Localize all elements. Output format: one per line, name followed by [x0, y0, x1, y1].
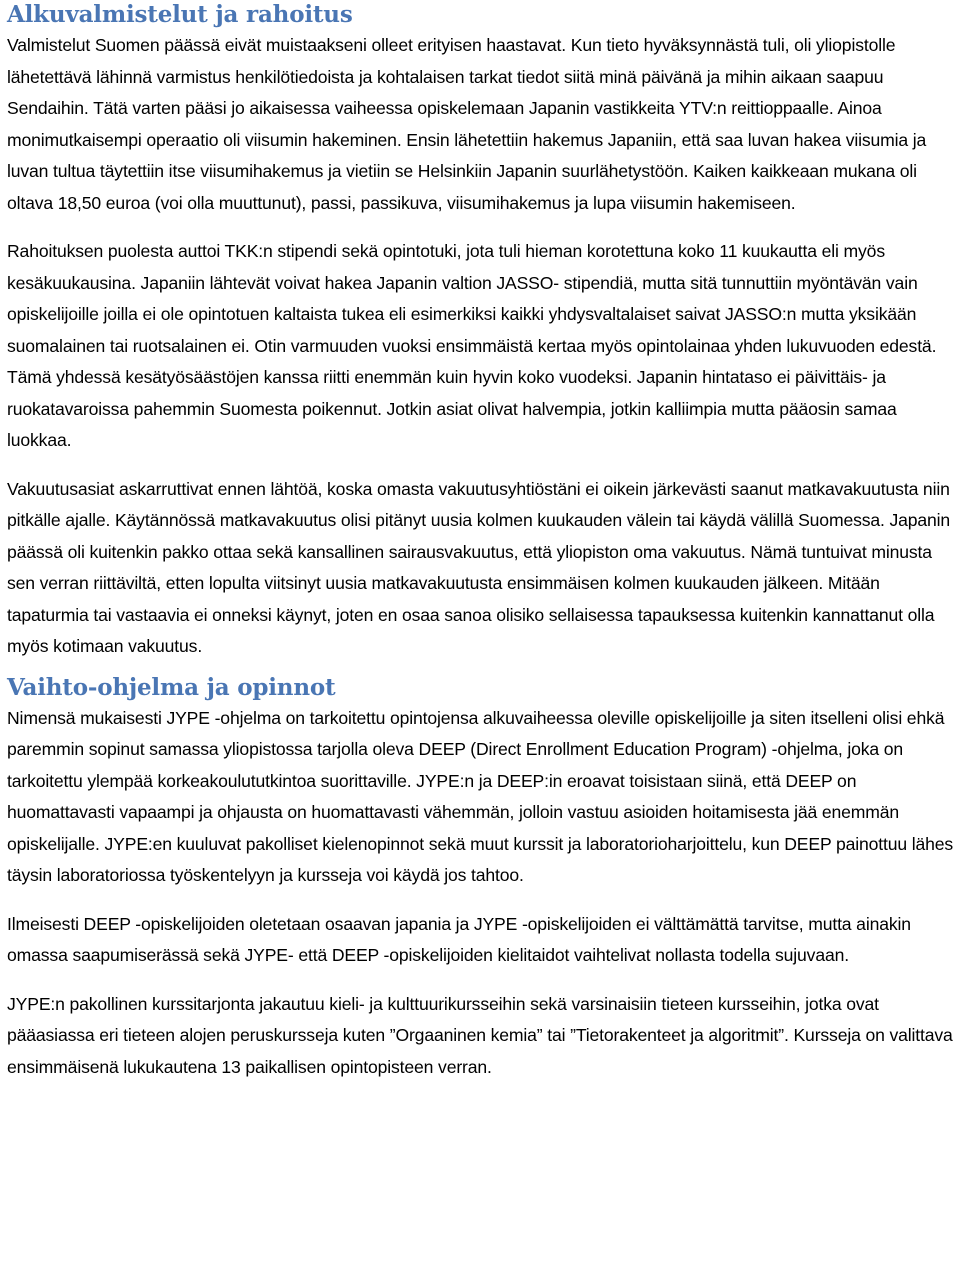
section-heading-exchange-program: Vaihto-ohjelma ja opinnot	[7, 673, 336, 701]
paragraph-funding: Rahoituksen puolesta auttoi TKK:n stipendi sekä opintotuki, jota tuli hieman korotettuna koko 11 kuukautta eli myös kesäkuukausina. Japaniin lähtevät voivat hakea Japanin valtion JASSO- stipendiä, mutta sitä tunnuttiin myöntävän vain opiskelijoille joilla ei ole opintotuen kaltaista tukea eli esimerkiksi kaikki yhdysvaltalaiset saivat JASSO:n mutta yksikään suomalainen tai ruotsalainen ei. Otin varmuuden vuoksi ensimmäistä kertaa myös opintolainaa yhden lukuvuoden edestä. Tämä yhdessä kesätyösäästöjen kanssa riitti enemmän kuin hyvin koko vuodeksi. Japanin hintataso ei päivittäis- ja ruokatavaroissa pahemmin Suomesta poikennut. Jotkin asiat olivat halvempia, jotkin kalliimpia mutta pääosin samaa luokkaa.	[7, 241, 937, 450]
paragraph-insurance: Vakuutusasiat askarruttivat ennen lähtöä, koska omasta vakuutusyhtiöstäni ei oikein järkevästi saanut matkavakuutusta niin pitkälle ajalle. Käytännössä matkavakuutus olisi pitänyt uusia kolmen kuukauden välein tai käydä välillä Suomessa. Japanin päässä oli kuitenkin pakko ottaa sekä kansallinen sairausvakuutus, että yliopiston oma vakuutus. Nämä tuntuivat minusta sen verran riittäviltä, etten lopulta viitsinyt uusia matkavakuutusta ensimmäisen kolmen kuukauden jälkeen. Mitään tapaturmia tai vastaavia ei onneksi käynyt, joten en osaa sanoa olisiko sellaisessa tapauksessa kuitenkin kannattanut olla myös kotimaan vakuutus.	[7, 478, 951, 656]
document-page	[7, 0, 957, 1083]
paragraph-preparations: Valmistelut Suomen päässä eivät muistaakseni olleet erityisen haastavat. Kun tieto hyväksynnästä tuli, oli yliopistolle lähetettävä lähinnä varmistus henkilötiedoista ja kohtalaisen tarkat tiedot siitä minä päivänä ja mihin aikaan saapuu Sendaihin. Tätä varten pääsi jo aikaisessa vaiheessa opiskelemaan Japanin vastikkeita YTV:n reittioppaalle. Ainoa monimutkaisempi operaatio oli viisumin hakeminen. Ensin lähetettiin hakemus Japaniin, että saa luvan hakea viisumia ja luvan tultua täytettiin itse viisumihakemus ja vietiin se Helsinkiin Japanin suurlähetystöön. Kaiken kaikkeaan mukana oli oltava 18,50 euroa (voi olla muuttunut), passi, passikuva, viisumihakemus ja lupa viisumin hakemiseen.	[7, 35, 927, 213]
paragraph-program-description: Nimensä mukaisesti JYPE -ohjelma on tarkoitettu opintojensa alkuvaiheessa oleville opiskelijoille ja siten itselleni olisi ehkä paremmin sopinut samassa yliopistossa tarjolla oleva DEEP (Direct Enrollment Education Program) -ohjelma, joka on tarkoitettu ylempää korkeakoulututkintoa suorittaville. JYPE:n ja DEEP:in eroavat toisistaan siinä, että DEEP on huomattavasti vapaampi ja ohjausta on huomattavasti vähemmän, jolloin vastuu asioiden hoitamisesta jää enemmän opiskelijalle. JYPE:en kuuluvat pakolliset kielenopinnot sekä muut kurssit ja laboratorioharjoittelu, kun DEEP painottuu lähes täysin laboratoriossa työskentelyyn ja kursseja voi käydä jos tahtoo.	[7, 707, 954, 885]
paragraph-courses: JYPE:n pakollinen kurssitarjonta jakautuu kieli- ja kulttuurikursseihin sekä varsinaisiin tieteen kursseihin, jotka ovat pääasiassa eri tieteen alojen peruskursseja kuten ”Orgaaninen kemia” tai ”Tietorakenteet ja algoritmit”. Kursseja on valittava ensimmäisenä lukukautena 13 paikallisen opintopisteen verran.	[7, 993, 953, 1077]
section-heading-preparations: Alkuvalmistelut ja rahoitus	[7, 1, 353, 28]
paragraph-language-skills: Ilmeisesti DEEP -opiskelijoiden oletetaan osaavan japania ja JYPE -opiskelijoiden ei välttämättä tarvitse, mutta ainakin omassa saapumiserässä sekä JYPE- että DEEP -opiskelijoiden kielitaidot vaihtelivat nollasta todella sujuvaan.	[7, 913, 911, 965]
